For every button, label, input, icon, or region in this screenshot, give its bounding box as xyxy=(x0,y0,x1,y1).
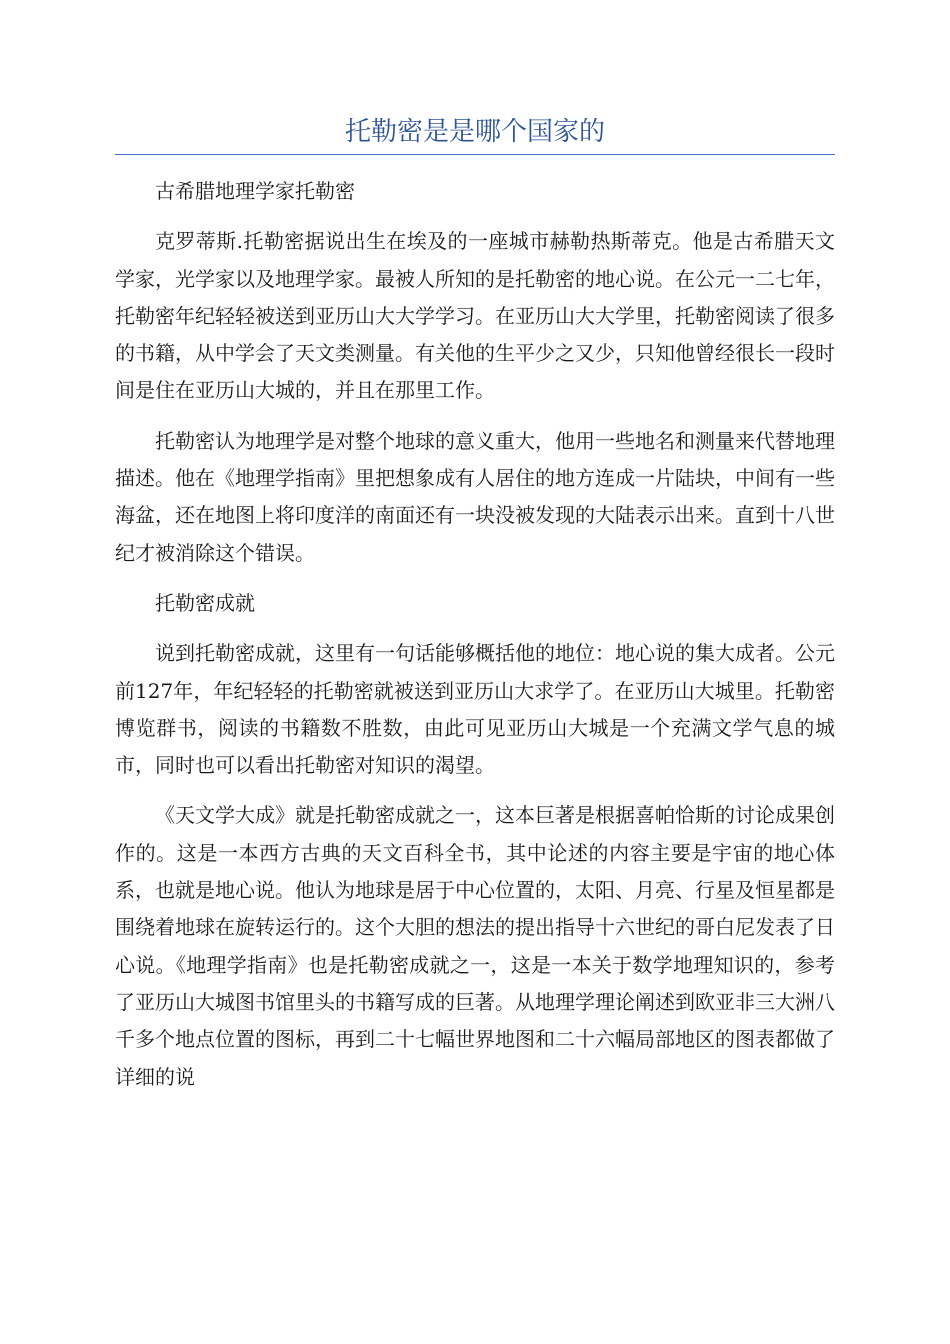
page-title: 托勒密是是哪个国家的 xyxy=(344,117,605,147)
paragraph-biography: 克罗蒂斯.托勒密据说出生在埃及的一座城市赫勒热斯蒂克。他是古希腊天文学家，光学家以及地理学家。最被人所知的是托勒密的地心说。在公元一二七年，托勒密年纪轻轻被送到亚历山大大学学习。在亚历山大大学里，托勒密阅读了很多的书籍，从中学会了天文类测量。有关他的生平少之又少，只知他曾经很长一段时间是住在亚历山大城的，并且在那里工作。 xyxy=(115,229,835,403)
section-heading-geographer: 古希腊地理学家托勒密 xyxy=(155,179,355,203)
section-heading-achievements: 托勒密成就 xyxy=(155,590,255,615)
paragraph-achievements-intro: 说到托勒密成就，这里有一句话能够概括他的地位：地心说的集大成者。公元前127年，年纪轻轻的托勒密就被送到亚历山大求学了。在亚历山大城里。托勒密博览群书，阅读的书籍数不胜数，由此可见亚历山大城是一个充满文学气息的城市，同时也可以看出托勒密对知识的渴望。 xyxy=(115,641,835,778)
paragraph-geography-views: 托勒密认为地理学是对整个地球的意义重大，他用一些地名和测量来代替地理描述。他在《地理学指南》里把想象成有人居住的地方连成一片陆块，中间有一些海盆，还在地图上将印度洋的南面还有一块没被发现的大陆表示出来。直到十八世纪才被消除这个错误。 xyxy=(115,428,835,565)
paragraph-almagest: 《天文学大成》就是托勒密成就之一，这本巨著是根据喜帕恰斯的讨论成果创作的。这是一本西方古典的天文百科全书，其中论述的内容主要是宇宙的地心体系，也就是地心说。他认为地球是居于中心位置的，太阳、月亮、行星及恒星都是围绕着地球在旋转运行的。这个大胆的想法的提出指导十六世纪的哥白尼发表了日心说。《地理学指南》也是托勒密成就之一，这是一本关于数学地理知识的，参考了亚历山大城图书馆里头的书籍写成的巨著。从地理学理论阐述到欧亚非三大洲八千多个地点位置的图标，再到二十七幅世界地图和二十六幅局部地区的图表都做了详细的说 xyxy=(115,803,835,1089)
document-body xyxy=(115,173,835,1109)
title-underline xyxy=(115,154,835,155)
